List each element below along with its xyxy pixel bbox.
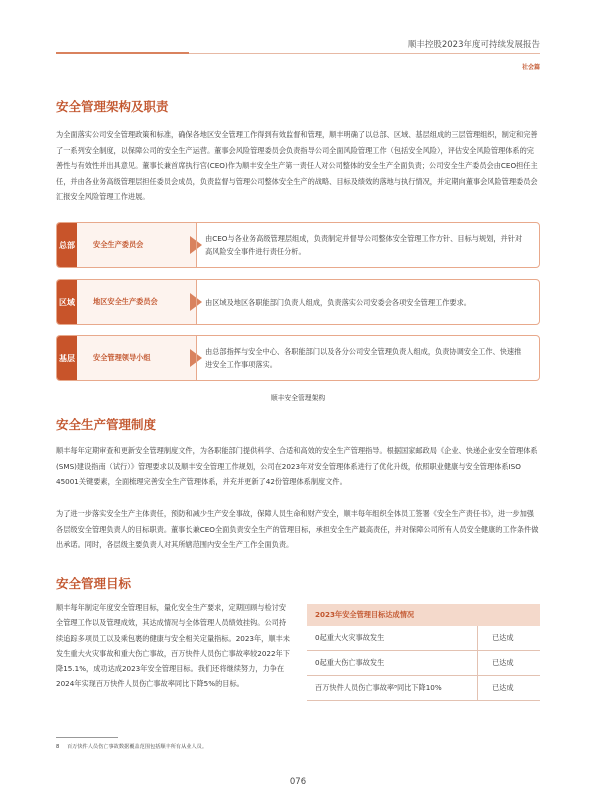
table-row xyxy=(307,626,540,651)
org-level-label: 区域 xyxy=(57,280,77,324)
footnote-mark: 8 xyxy=(56,744,60,750)
figure-caption: 顺丰安全管理架构 xyxy=(270,394,326,402)
org-level-label: 总部 xyxy=(57,223,77,267)
footnote-text: 百万快件人员伤亡事故数据覆盖范围包括顺丰所有从业人员。 xyxy=(66,744,208,750)
org-row-region xyxy=(56,279,540,325)
org-unit-description: 由总部指挥与安全中心、各职能部门以及各分公司安全管理负责人组成，负责协调安全工作、快速推进安全工作事项落实。 xyxy=(196,335,540,381)
target-cell: 0起重大火灾事故发生 xyxy=(307,626,478,651)
targets-table xyxy=(307,604,540,701)
page-number: 076 xyxy=(289,777,307,787)
status-cell: 已达成 xyxy=(478,651,541,676)
org-level-label: 基层 xyxy=(57,336,77,380)
target-cell: 百万快件人员伤亡事故率⁸同比下降10% xyxy=(307,676,478,701)
system-paragraph-2: 为了进一步落实安全生产主体责任，预防和减少生产安全事故，保障人员生命和财产安全，顺丰每年组织全体员工签署《安全生产责任书》，进一步加强各层级安全管理负责人的目标职责。董事长兼CEO全面负责安全生产的管理目标，承担安全生产最高责任，并对保障公司所有人员安全健康的工作条件做出承诺。同时，各层级主要负责人对其所辖范围内安全生产工作全面负责。 xyxy=(56,509,539,549)
org-row-hq xyxy=(56,222,540,268)
org-unit-box xyxy=(56,279,196,325)
status-cell: 已达成 xyxy=(478,676,541,701)
header-divider xyxy=(189,53,540,54)
org-unit-description: 由区域及地区各职能部门负责人组成，负责落实公司安委会各项安全管理工作要求。 xyxy=(196,279,540,325)
org-row-grassroots xyxy=(56,335,540,381)
table-row xyxy=(307,676,540,701)
document-title: 顺丰控股2023年度可持续发展报告 xyxy=(407,40,540,50)
header-accent-line xyxy=(56,52,189,54)
org-unit-name: 安全管理领导小组 xyxy=(93,353,151,362)
target-cell: 0起重大伤亡事故发生 xyxy=(307,651,478,676)
section-heading-targets: 安全管理目标 xyxy=(56,576,132,591)
structure-paragraph: 为全面落实公司安全管理政策和标准，确保各地区安全管理工作得到有效监督和管理，顺丰明确了以总部、区域、基层组成的三层管理组织，制定和完善了一系列安全制度，以保障公司的安全生产运营。董事会风险管理委员会负责指导公司全面风险管理工作（包括安全风险），评估安全风险管理体系的完善性与有效性并出具意见。董事长兼首席执行官(CEO)作为顺丰安全生产第一责任人对公司整体的安全生产全面负责；公司安全生产委员会由CEO担任主任，并由各业务高级管理层担任委员会成员，负责监督与管理公司整体安全生产的战略、目标及绩效的落地与执行情况，并定期向董事会风险管理委员会汇报安全风险管理工作进展。 xyxy=(56,130,538,201)
status-cell: 已达成 xyxy=(478,626,541,651)
system-paragraph-1: 顺丰每年定期审查和更新安全管理制度文件，为各职能部门提供科学、合适和高效的安全生产管理指导。根据国家邮政局《企业、快递企业安全管理体系(SMS)建设指南（试行）》管理要求以及顺丰安全管理工作规划，公司在2023年对安全管理体系进行了优化升级，依照职业健康与安全管理体系ISO 45001关键要素，全面梳理完善安全生产管理体系，并充并更新了42份管理体系制度文件。 xyxy=(56,446,538,486)
targets-paragraph: 顺丰每年制定年度安全管理目标，量化安全生产要求，定期回顾与检讨安全管理工作以及管理成效，其达成情况与全体管理人员绩效挂钩。公司持续追踪多项员工以及乘包裹的健康与安全相关定量指标。2023年，顺丰未发生重大火灾事故和重大伤亡事故，百万快件人员伤亡事故率较2022年下降15.1%，成功达成2023年安全管理目标。我们还将继续努力，力争在2024年实现百万快件人员伤亡事故率同比下降5%的目标。 xyxy=(56,603,290,689)
org-unit-name: 安全生产委员会 xyxy=(93,240,144,249)
table-row xyxy=(307,651,540,676)
org-unit-box xyxy=(56,335,196,381)
targets-table-title: 2023年安全管理目标达成情况 xyxy=(307,604,540,626)
org-unit-description: 由CEO与各业务高级管理层组成，负责制定并督导公司整体安全管理工作方针、目标与规划，并针对高风险安全事件进行责任分析。 xyxy=(196,222,540,268)
section-heading-system: 安全生产管理制度 xyxy=(56,417,157,432)
org-unit-box xyxy=(56,222,196,268)
section-tag: 社会篇 xyxy=(521,64,540,71)
footnote-divider xyxy=(56,737,118,738)
footnote xyxy=(56,743,207,750)
section-heading-structure: 安全管理架构及职责 xyxy=(56,99,169,114)
org-unit-name: 地区安全生产委员会 xyxy=(93,297,158,306)
